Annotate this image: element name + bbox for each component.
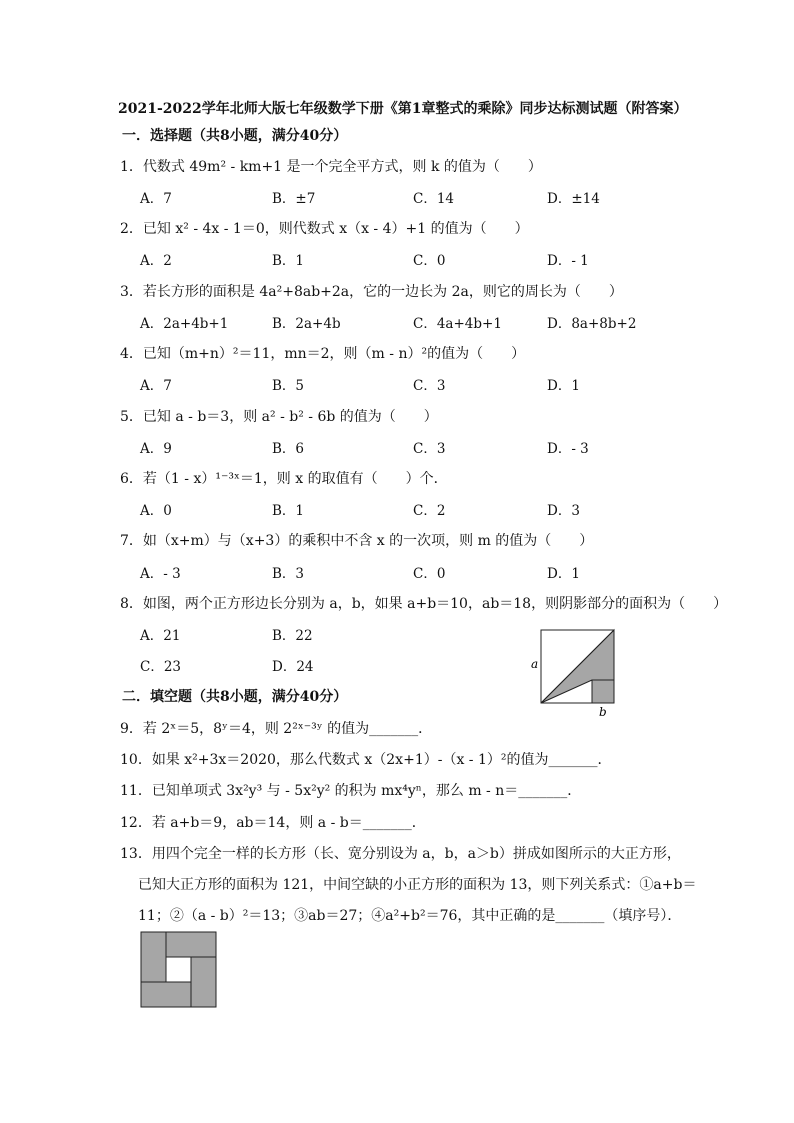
q4-option-d: D．1 — [547, 378, 580, 394]
question-10: 10．如果 x²+3x＝2020，那么代数式 x（2x+1）-（x - 1）²的值为_______． — [120, 752, 612, 768]
q7-option-d: D．1 — [547, 566, 580, 582]
page-title: 2021-2022学年北师大版七年级数学下册《第1章整式的乘除》同步达标测试题（附答案） — [118, 101, 688, 117]
q2-option-b: B．1 — [272, 253, 305, 269]
q5-option-a: A．9 — [140, 441, 172, 457]
q8-label-b: b — [599, 705, 607, 719]
question-13-line-1: 13．用四个完全一样的长方形（长、宽分别设为 a，b，a＞b）拼成如图所示的大正方形， — [120, 846, 681, 862]
q13-rectangles-figure — [140, 931, 217, 1008]
question-1: 1．代数式 49m² - km+1 是一个完全平方式，则 k 的值为（ ） — [120, 159, 542, 175]
question-11: 11．已知单项式 3x²y³ 与 - 5x²y² 的积为 mx⁴yⁿ，那么 m - n＝_______． — [120, 783, 582, 799]
question-9: 9．若 2ˣ＝5，8ʸ＝4，则 2²ˣ⁻³ʸ 的值为_______． — [120, 721, 433, 737]
q1-option-c: C．14 — [413, 191, 455, 207]
q13-rect-left — [141, 932, 166, 982]
q7-option-c: C．0 — [413, 566, 446, 582]
section-heading-fill: 二．填空题（共8小题，满分40分） — [122, 689, 348, 705]
q7-option-a: A．- 3 — [140, 566, 181, 582]
q3-option-b: B．2a+4b — [272, 316, 341, 332]
q1-option-a: A．7 — [140, 191, 172, 207]
q8-option-c: C．23 — [140, 659, 182, 675]
q13-rect-top — [166, 932, 216, 957]
q6-option-a: A．0 — [140, 503, 172, 519]
q8-option-d: D．24 — [272, 659, 314, 675]
question-13-line-3: 11；②（a - b）²＝13；③ab＝27；④a²+b²＝76，其中正确的是_______（填序号）． — [138, 908, 682, 924]
q1-option-d: D．±14 — [547, 191, 600, 207]
q6-option-c: C．2 — [413, 503, 446, 519]
q8-small-square — [592, 680, 614, 703]
q7-option-b: B．3 — [272, 566, 305, 582]
q4-option-c: C．3 — [413, 378, 446, 394]
q5-option-c: C．3 — [413, 441, 446, 457]
section-heading-choice: 一．选择题（共8小题，满分40分） — [122, 128, 348, 144]
q2-option-c: C．0 — [413, 253, 446, 269]
q8-label-a: a — [531, 657, 539, 671]
q5-option-b: B．6 — [272, 441, 305, 457]
question-2: 2．已知 x² - 4x - 1＝0，则代数式 x（x - 4）+1 的值为（ ） — [120, 221, 529, 237]
q13-center-hole — [166, 957, 191, 982]
q3-option-a: A．2a+4b+1 — [140, 316, 229, 332]
question-8: 8．如图，两个正方形边长分别为 a，b，如果 a+b＝10，ab＝18，则阴影部分的面积为（ ） — [120, 596, 728, 612]
q6-option-d: D．3 — [547, 503, 580, 519]
q4-option-a: A．7 — [140, 378, 172, 394]
q8-squares-figure — [528, 626, 624, 720]
q2-option-d: D．- 1 — [547, 253, 589, 269]
q3-option-d: D．8a+8b+2 — [547, 316, 637, 332]
q6-option-b: B．1 — [272, 503, 305, 519]
q3-option-c: C．4a+4b+1 — [413, 316, 502, 332]
q8-option-a: A．21 — [140, 628, 181, 644]
question-12: 12．若 a+b＝9，ab＝14，则 a - b＝_______． — [120, 815, 426, 831]
q13-rect-right — [191, 957, 216, 1007]
question-3: 3．若长方形的面积是 4a²+8ab+2a，它的一边长为 2a，则它的周长为（ ） — [120, 284, 623, 300]
q5-option-d: D．- 3 — [547, 441, 589, 457]
q13-rect-bottom — [141, 982, 191, 1007]
question-13-line-2: 已知大正方形的面积为 121，中间空缺的小正方形的面积为 13，则下列关系式：①a+b＝ — [138, 877, 697, 893]
question-7: 7．如（x+m）与（x+3）的乘积中不含 x 的一次项，则 m 的值为（ ） — [120, 533, 594, 549]
q2-option-a: A．2 — [140, 253, 172, 269]
question-6: 6．若（1 - x）¹⁻³ˣ＝1，则 x 的取值有（ ）个． — [120, 471, 448, 487]
q4-option-b: B．5 — [272, 378, 305, 394]
q8-option-b: B．22 — [272, 628, 313, 644]
question-5: 5．已知 a - b＝3，则 a² - b² - 6b 的值为（ ） — [120, 409, 438, 425]
q1-option-b: B．±7 — [272, 191, 316, 207]
question-4: 4．已知（m+n）²＝11，mn＝2，则（m - n）²的值为（ ） — [120, 346, 526, 362]
